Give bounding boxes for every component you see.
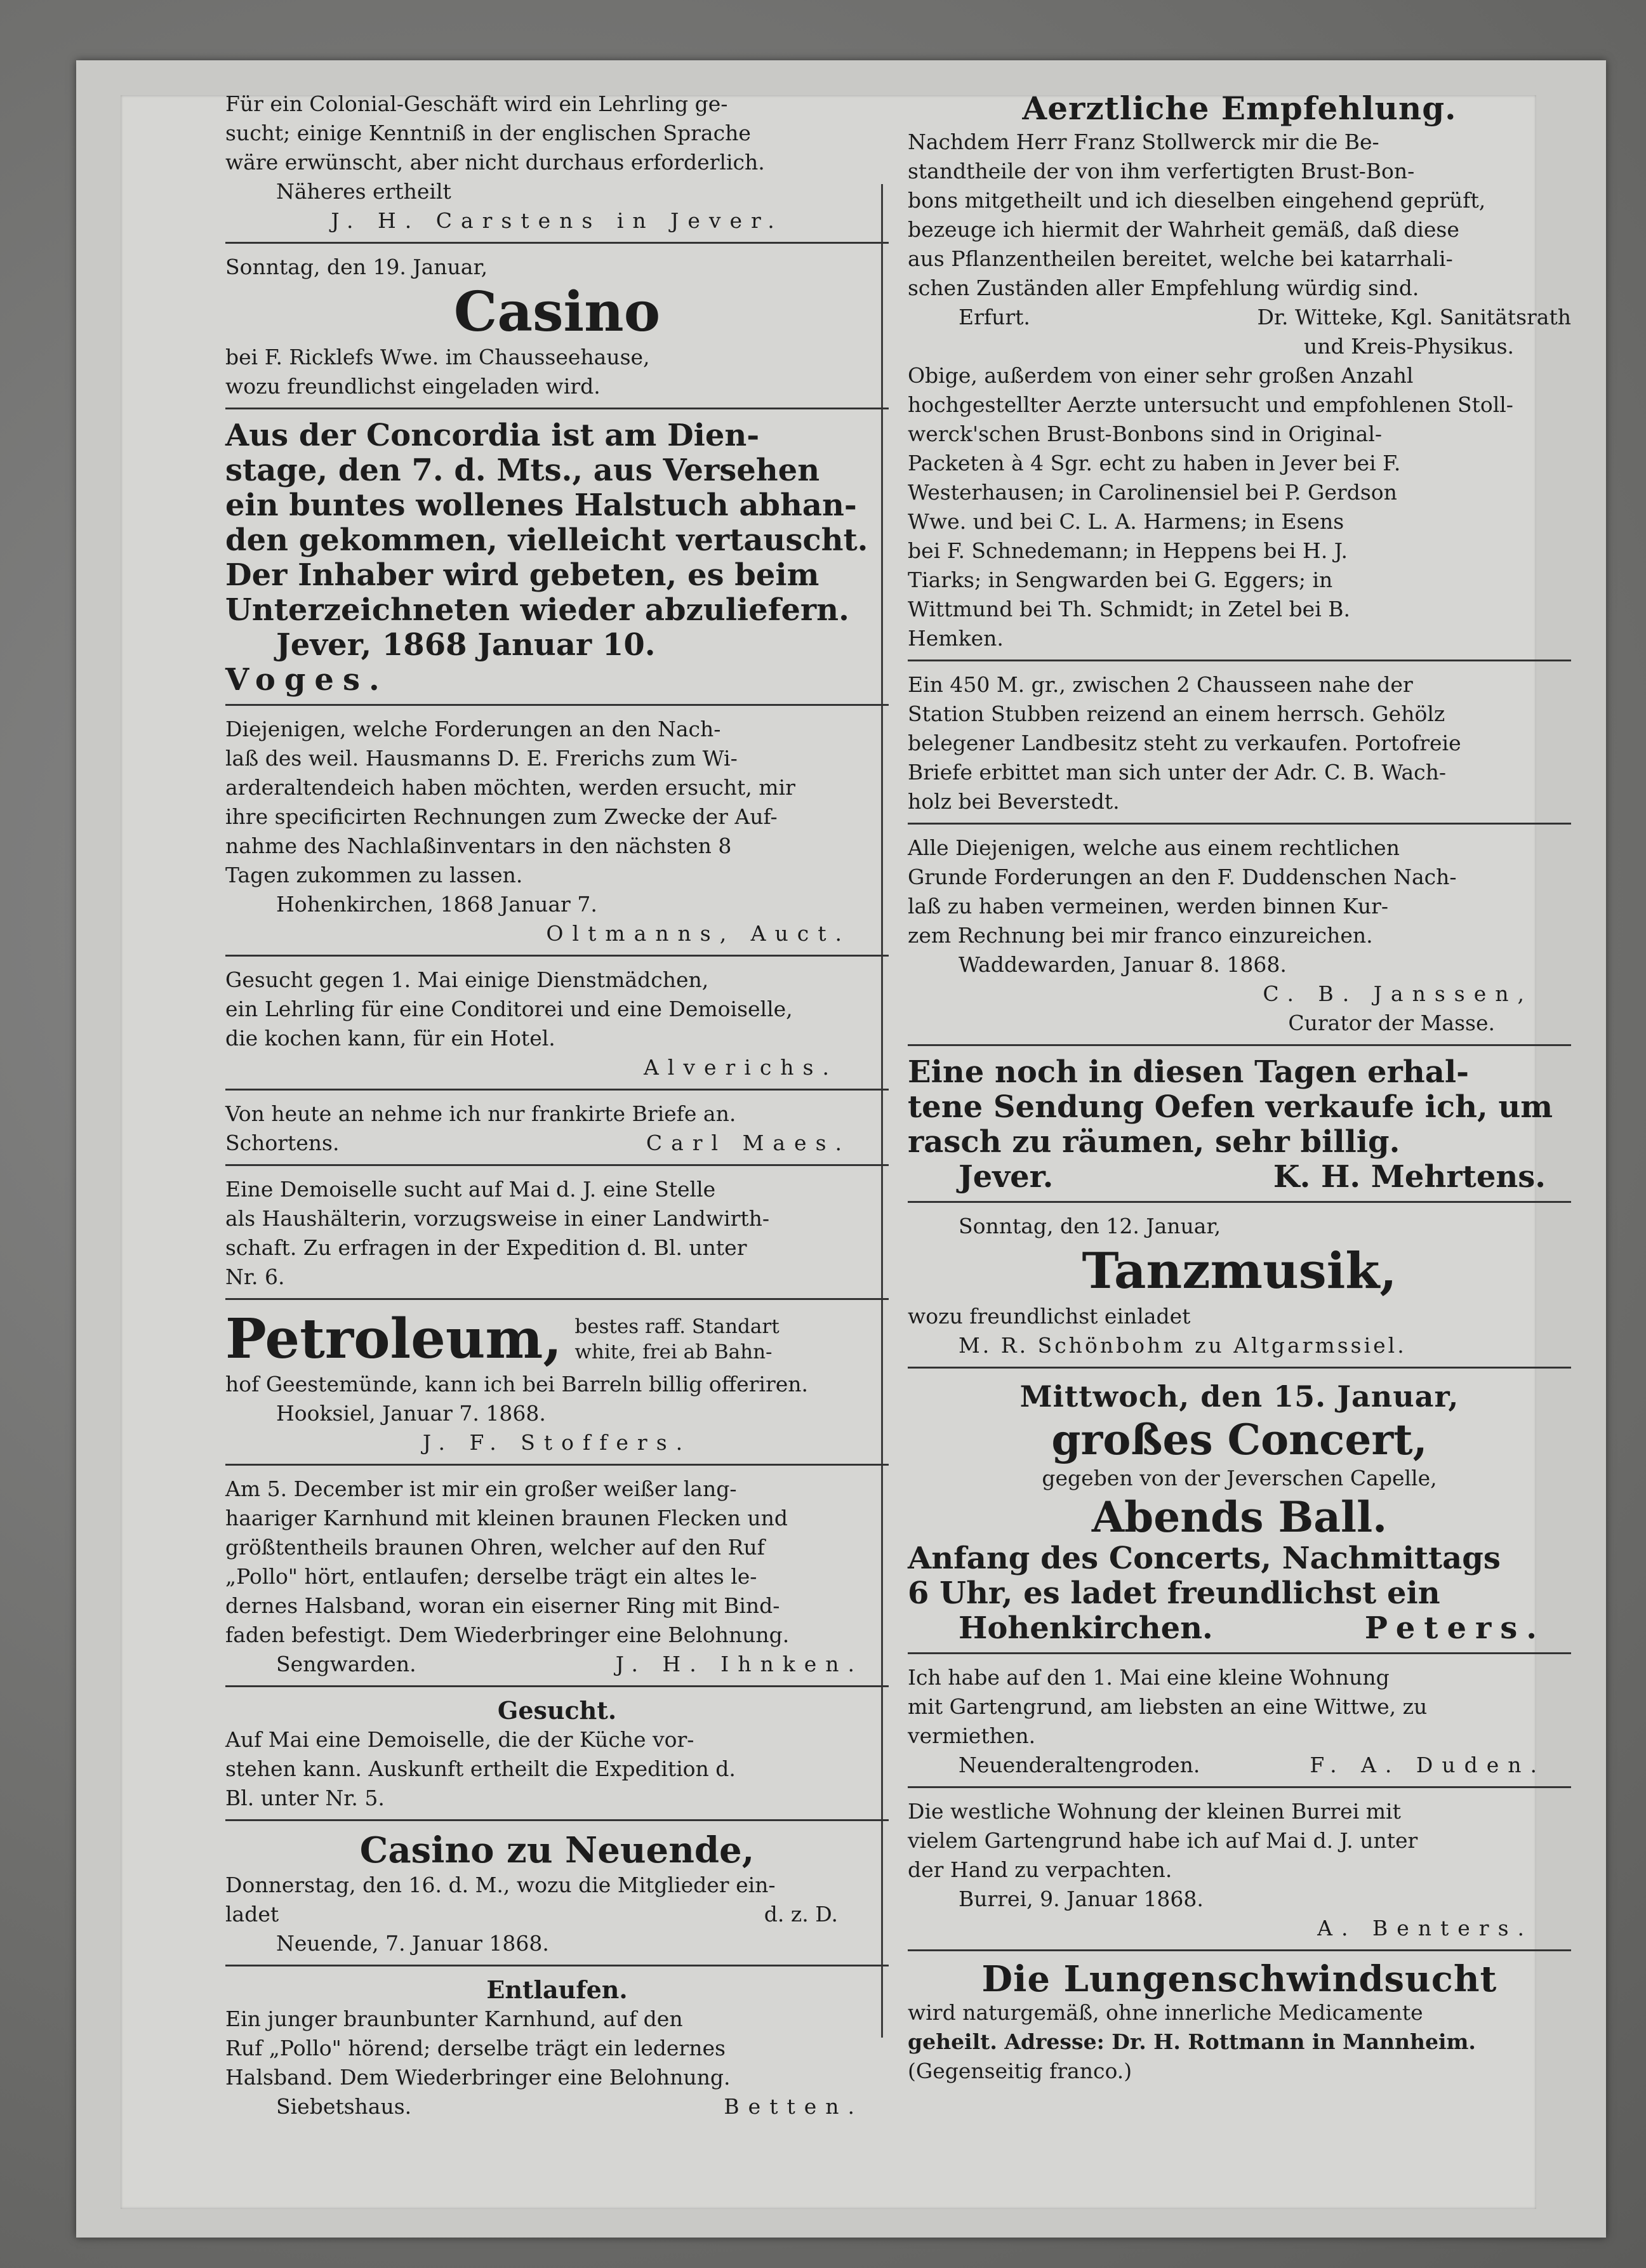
ad-text-line: Tiarks; in Sengwarden bei G. Eggers; in <box>908 567 1333 592</box>
ad-text-line: Halsband. Dem Wiederbringer eine Belohnung. <box>225 2065 731 2090</box>
ad-title: Die Lungenschwindsucht <box>981 1958 1497 2000</box>
ad-text-line: haariger Karnhund mit kleinen braunen Flecken und <box>225 1506 788 1530</box>
ad-text-line: bons mitgetheilt und ich dieselben eingehend geprüft, <box>908 188 1486 213</box>
ad-signature: C. B. Janssen, <box>1263 981 1533 1006</box>
ad-stoves <box>908 1051 1571 1203</box>
ad-text-line: vielem Gartengrund habe ich auf Mai d. J. unter <box>908 1828 1418 1853</box>
ad-text-line: Hemken. <box>908 626 1004 651</box>
ad-date: Mittwoch, den 15. Januar, <box>1019 1379 1459 1414</box>
ad-title: Casino zu Neuende, <box>359 1829 755 1871</box>
ad-text-line: die kochen kann, für ein Hotel. <box>225 1026 555 1051</box>
ad-bold-line: 6 Uhr, es ladet freundlichst ein <box>908 1575 1440 1611</box>
ad-bold-line: Eine noch in diesen Tagen erhal- <box>908 1054 1469 1090</box>
ad-text-line: wäre erwünscht, aber nicht durchaus erforderlich. <box>225 150 765 175</box>
ad-place-date: Burrei, 9. Januar 1868. <box>959 1887 1204 1911</box>
ad-text-line: Diejenigen, welche Forderungen an den Nach- <box>225 717 721 741</box>
ad-land-for-sale <box>908 666 1571 825</box>
ad-text-line: Packeten à 4 Sgr. echt zu haben in Jever bei F. <box>908 451 1401 475</box>
ad-runaway-dog <box>225 1972 889 2128</box>
ad-text-line: holz bei Beverstedt. <box>908 789 1120 814</box>
ad-dudden-estate <box>908 830 1571 1046</box>
ad-text-line: ihre specificirten Rechnungen zum Zwecke der Auf- <box>225 804 778 829</box>
ad-text-line: nahme des Nachlaßinventars in den nächsten 8 <box>225 833 732 858</box>
ad-text-line: Station Stubben reizend an einem herrsch. Gehölz <box>908 701 1445 726</box>
ad-text-line: arderaltendeich haben möchten, werden ersucht, mir <box>225 775 795 800</box>
ad-title: Tanzmusik, <box>1082 1242 1397 1300</box>
ad-signature: Carl Maes. <box>646 1131 851 1155</box>
ad-text-line: aus Pflanzentheilen bereitet, welche bei katarrhali- <box>908 246 1453 271</box>
ad-title: Entlaufen. <box>486 1975 628 2004</box>
ad-text-line: laß zu haben vermeinen, werden binnen Kur- <box>908 894 1389 918</box>
ad-signature: M. R. Schönbohm zu Altgarmssiel. <box>959 1333 1407 1358</box>
ad-place: Erfurt. <box>959 305 1030 329</box>
ad-text-line: Grunde Forderungen an den F. Duddenschen Nach- <box>908 865 1457 889</box>
ad-place-date: Jever, 1868 Januar 10. <box>276 627 656 663</box>
ad-housekeeper <box>225 1171 889 1300</box>
ad-signature: J. H. Ihnken. <box>615 1652 863 1676</box>
ad-lost-scarf <box>225 414 889 706</box>
ad-franked-letters <box>225 1096 889 1166</box>
ad-place: Schortens. <box>225 1131 340 1155</box>
ad-text-line: laß des weil. Hausmanns D. E. Frerichs zum Wi- <box>225 746 738 771</box>
ad-medical-recommendation <box>908 86 1571 661</box>
ad-bold-line: Aus der Concordia ist am Dien- <box>225 418 760 453</box>
ad-text-line: geheilt. Adresse: Dr. H. Rottmann in Mannheim. <box>908 2029 1476 2054</box>
ad-text-line: Ein junger braunbunter Karnhund, auf den <box>225 2006 683 2031</box>
ad-text-line: größtentheils braunen Ohren, welcher auf den Ruf <box>225 1535 765 1560</box>
left-column <box>225 86 889 2133</box>
ad-text-line: wird naturgemäß, ohne innerliche Medicamente <box>908 2000 1423 2025</box>
ad-signature: A. Benters. <box>1317 1916 1533 1940</box>
ad-text-line: (Gegenseitig franco.) <box>908 2059 1132 2083</box>
ad-title: Gesucht. <box>497 1696 617 1725</box>
ad-text-line: schen Zuständen aller Empfehlung würdig sind. <box>908 275 1419 300</box>
ad-bold-line: stage, den 7. d. Mts., aus Versehen <box>225 453 820 488</box>
ad-bold-line: rasch zu räumen, sehr billig. <box>908 1124 1400 1160</box>
ad-side-line: bestes raff. Standart <box>574 1315 780 1338</box>
ad-text-line: Eine Demoiselle sucht auf Mai d. J. eine Stelle <box>225 1177 716 1202</box>
ad-signature: Oltmanns, Auct. <box>546 921 851 946</box>
ad-signature: K. H. Mehrtens. <box>1273 1159 1546 1195</box>
ad-signature: Dr. Witteke, Kgl. Sanitätsrath <box>1257 305 1571 329</box>
ad-casino <box>225 249 889 409</box>
ad-demoiselle-wanted <box>225 1692 889 1821</box>
ad-text-line: Alle Diejenigen, welche aus einem rechtlichen <box>908 835 1400 860</box>
ad-text-line: Tagen zukommen zu lassen. <box>225 863 523 887</box>
ad-text-line: Am 5. December ist mir ein großer weißer lang- <box>225 1476 737 1501</box>
ad-signature: d. z. D. <box>764 1902 838 1926</box>
ad-place: Hohenkirchen. <box>959 1610 1213 1646</box>
ad-signature: J. F. Stoffers. <box>422 1430 692 1455</box>
ad-text-line: hof Geestemünde, kann ich bei Barreln billig offeriren. <box>225 1372 809 1396</box>
ad-title: großes Concert, <box>1051 1415 1428 1464</box>
ad-text-line: dernes Halsband, woran ein eiserner Ring mit Bind- <box>225 1593 780 1618</box>
ad-text-line: als Haushälterin, vorzugsweise in einer Landwirth- <box>225 1206 770 1231</box>
ad-bold-line: tene Sendung Oefen verkaufe ich, um <box>908 1089 1553 1125</box>
ad-title: Petroleum, <box>225 1307 562 1371</box>
ad-signature-title: und Kreis-Physikus. <box>1304 334 1514 359</box>
ad-text-line: bei F. Ricklefs Wwe. im Chausseehause, <box>225 345 650 369</box>
ad-title: Casino <box>453 280 661 344</box>
ad-title-ball: Abends Ball. <box>1091 1492 1388 1542</box>
ad-text-line: Westerhausen; in Carolinensiel bei P. Gerdson <box>908 480 1397 505</box>
ad-bold-line: Anfang des Concerts, Nachmittags <box>908 1541 1501 1576</box>
ad-place: Sengwarden. <box>276 1652 416 1676</box>
ad-subtitle: gegeben von der Jeverschen Capelle, <box>1042 1466 1437 1490</box>
ad-text-line: schaft. Zu erfragen in der Expedition d. Bl. unter <box>225 1235 747 1260</box>
ad-text-line: wozu freundlichst eingeladen wird. <box>225 374 601 399</box>
ad-dance-music <box>908 1208 1571 1369</box>
ad-text-line: Ein 450 M. gr., zwischen 2 Chausseen nahe der <box>908 672 1413 697</box>
ad-text-line: „Pollo" hört, entlaufen; derselbe trägt ein altes le- <box>225 1564 757 1589</box>
ad-signature: Voges. <box>225 662 388 698</box>
ad-text-line: vermiethen. <box>908 1723 1036 1748</box>
ad-side-line: white, frei ab Bahn- <box>574 1341 773 1363</box>
ad-text-line: stehen kann. Auskunft ertheilt die Expedition d. <box>225 1756 736 1781</box>
ad-text-line: standtheile der von ihm verfertigten Brust-Bon- <box>908 159 1415 183</box>
ad-text-line: Ruf „Pollo" hörend; derselbe trägt ein ledernes <box>225 2036 726 2060</box>
ad-estate-claims <box>225 711 889 957</box>
ad-place-date: Waddewarden, Januar 8. 1868. <box>959 952 1287 977</box>
ad-text-line: sucht; einige Kenntniß in der englischen Sprache <box>225 121 751 145</box>
ad-burrei-lease <box>908 1793 1571 1951</box>
ad-place: Siebetshaus. <box>276 2094 412 2119</box>
ad-text-line: hochgestellter Aerzte untersucht und empfohlenen Stoll- <box>908 392 1513 417</box>
ad-date: Sonntag, den 19. Januar, <box>225 255 488 279</box>
ad-text-line: Die westliche Wohnung der kleinen Burrei mit <box>908 1799 1401 1824</box>
ad-text-line: mit Gartengrund, am liebsten an eine Wittwe, zu <box>908 1694 1428 1719</box>
ad-bold-line: Unterzeichneten wieder abzuliefern. <box>225 592 849 628</box>
ad-dog-lost <box>225 1471 889 1687</box>
ad-text-line: Bl. unter Nr. 5. <box>225 1786 385 1810</box>
ad-bold-line: ein buntes wollenes Halstuch abhan- <box>225 487 857 523</box>
ad-text-line: Wittmund bei Th. Schmidt; in Zetel bei B. <box>908 597 1350 621</box>
ad-consumption-cure <box>908 1956 1571 2092</box>
ad-text-line: faden befestigt. Dem Wiederbringer eine Belohnung. <box>225 1622 790 1647</box>
ad-petroleum <box>225 1305 889 1466</box>
ad-text-line: Von heute an nehme ich nur frankirte Briefe an. <box>225 1101 736 1126</box>
ad-signature: Betten. <box>724 2094 863 2119</box>
ad-signature-title: Curator der Masse. <box>1288 1011 1495 1035</box>
ad-bold-line: den gekommen, vielleicht vertauscht. <box>225 522 868 558</box>
ad-signature: Peters. <box>1364 1610 1546 1646</box>
ad-apartment-rent <box>908 1659 1571 1788</box>
ad-text-line: ein Lehrling für eine Conditorei und eine Demoiselle, <box>225 997 793 1021</box>
ad-casino-neuende <box>225 1826 889 1966</box>
ad-text-line: zem Rechnung bei mir franco einzureichen. <box>908 923 1373 948</box>
ad-text-line: werck'schen Brust-Bonbons sind in Original- <box>908 421 1383 446</box>
ad-signature: J. H. Carstens in Jever. <box>331 208 783 233</box>
ad-text-line: belegener Landbesitz steht zu verkaufen. Portofreie <box>908 731 1461 755</box>
ad-text-line: Ich habe auf den 1. Mai eine kleine Wohnung <box>908 1665 1390 1690</box>
ad-text-line: Obige, außerdem von einer sehr großen Anzahl <box>908 363 1414 388</box>
ad-signature: Alverichs. <box>643 1055 838 1080</box>
ad-text-line: wozu freundlichst einladet <box>908 1304 1191 1329</box>
ad-bold-line: Der Inhaber wird gebeten, es beim <box>225 557 820 593</box>
ad-date: Sonntag, den 12. Januar, <box>959 1214 1221 1238</box>
ad-text-line: Briefe erbittet man sich unter der Adr. C. B. Wach- <box>908 760 1447 785</box>
ad-title: Aerztliche Empfehlung. <box>1022 90 1457 127</box>
ad-info: Näheres ertheilt <box>276 179 451 204</box>
ad-text-line: bei F. Schnedemann; in Heppens bei H. J. <box>908 538 1348 563</box>
ad-place-date: Hohenkirchen, 1868 Januar 7. <box>276 892 597 917</box>
ad-text-line: Wwe. und bei C. L. A. Harmens; in Esens <box>908 509 1344 534</box>
ad-place-date: Hooksiel, Januar 7. 1868. <box>276 1401 546 1426</box>
ad-text-line: Für ein Colonial-Geschäft wird ein Lehrling ge- <box>225 91 728 116</box>
ad-text-line: Gesucht gegen 1. Mai einige Dienstmädchen, <box>225 967 709 992</box>
ad-place: Neuenderaltengroden. <box>959 1753 1200 1777</box>
ad-text-line: ladet <box>225 1902 279 1926</box>
ad-apprentice-colonial <box>225 86 889 244</box>
ad-place: Jever. <box>959 1159 1054 1195</box>
ad-text-line: bezeuge ich hiermit der Wahrheit gemäß, daß diese <box>908 217 1459 242</box>
ad-place-date: Neuende, 7. Januar 1868. <box>276 1931 549 1956</box>
ad-maids-wanted <box>225 962 889 1091</box>
ad-signature: F. A. Duden. <box>1310 1753 1546 1777</box>
ad-text-line: Nr. 6. <box>225 1264 285 1289</box>
right-column <box>908 86 1571 2097</box>
ad-text-line: der Hand zu verpachten. <box>908 1857 1172 1882</box>
ad-text-line: Nachdem Herr Franz Stollwerck mir die Be- <box>908 129 1379 154</box>
ad-text-line: Auf Mai eine Demoiselle, die der Küche vor- <box>225 1727 694 1752</box>
ad-text-line: Donnerstag, den 16. d. M., wozu die Mitglieder ein- <box>225 1873 776 1897</box>
ad-concert <box>908 1374 1571 1654</box>
